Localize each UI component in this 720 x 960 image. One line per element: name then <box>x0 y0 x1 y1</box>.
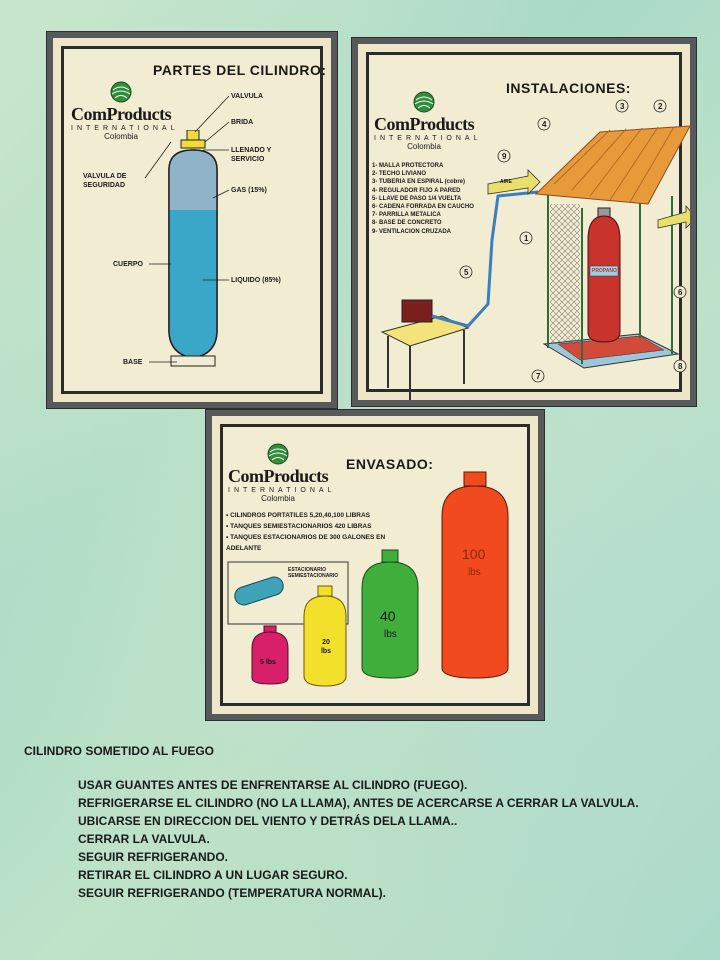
tank-caption: SEMIESTACIONARIO <box>288 573 339 579</box>
instructions-heading: CILINDRO SOMETIDO AL FUEGO <box>24 744 215 758</box>
legend-item: 8- BASE DE CONCRETO <box>372 220 442 227</box>
instruction-step: SEGUIR REFRIGERANDO (TEMPERATURA NORMAL). <box>78 886 386 900</box>
panel-title: PARTES DEL CILINDRO: <box>153 62 327 78</box>
bullet-item: • CILINDROS PORTATILES 5,20,40,100 LIBRAS <box>226 512 370 519</box>
fire-instructions <box>24 744 639 904</box>
instruction-step: UBICARSE EN DIRECCION DEL VIENTO Y DETRÁS DELA LLAMA.. <box>78 814 458 828</box>
legend-item: 4- REGULADOR FIJO A PARED <box>372 187 461 194</box>
callout-number: 7 <box>536 372 541 381</box>
logo-brand: ComProducts <box>228 466 329 486</box>
installation-illustration <box>358 44 696 406</box>
callout-number: 1 <box>524 234 529 243</box>
panel-partes-cilindro <box>47 32 337 408</box>
callout-number: 6 <box>678 288 683 297</box>
legend-item: 6- CADENA FORRADA EN CAUCHO <box>372 204 474 211</box>
logo-country: Colombia <box>407 142 441 151</box>
aire-arrow-label: AIRE <box>500 179 512 185</box>
legend-item: 1- MALLA PROTECTORA <box>372 163 444 169</box>
cylinder-40-unit: lbs <box>384 629 397 640</box>
legend-item: 9- VENTILACION CRUZADA <box>372 228 451 235</box>
cylinder-5-label: 5 lbs <box>260 659 276 666</box>
logo-intl: INTERNATIONAL <box>71 125 179 132</box>
label-valvula: VALVULA <box>231 93 264 100</box>
cylinder-100-unit: lbs <box>468 567 481 578</box>
panel-title: ENVASADO: <box>346 456 434 472</box>
label-base: BASE <box>123 359 143 366</box>
logo-country: Colombia <box>104 132 138 141</box>
label-liquido: LIQUIDO (85%) <box>231 277 281 284</box>
logo-intl: INTERNATIONAL <box>228 487 336 494</box>
instruction-step: SEGUIR REFRIGERANDO. <box>78 850 229 864</box>
panel-envasado <box>206 410 544 720</box>
label-brida: BRIDA <box>231 119 254 126</box>
leader-lines <box>53 38 337 408</box>
legend-item: 2- TECHO LIVIANO <box>372 171 427 178</box>
bullet-item: • TANQUES ESTACIONARIOS DE 300 GALONES EN ADELANTE <box>226 534 386 552</box>
logo-brand: ComProducts <box>374 114 475 134</box>
legend-item: 3- TUBERIA EN ESPIRAL (cobre) <box>372 179 466 186</box>
callout-number: 3 <box>620 102 625 111</box>
propano-label: PROPANO <box>592 268 617 274</box>
label-llenado: LLENADO Y SERVICIO <box>231 147 272 163</box>
callout-number: 2 <box>658 102 663 111</box>
legend-item: 7- PARRILLA METALICA <box>372 212 441 219</box>
instruction-step: REFRIGERARSE EL CILINDRO (NO LA LLAMA), ANTES DE ACERCARSE A CERRAR LA VALVULA. <box>78 796 639 810</box>
panel-instalaciones <box>352 38 696 406</box>
instruction-step: RETIRAR EL CILINDRO A UN LUGAR SEGURO. <box>78 868 348 882</box>
bullet-item: • TANQUES SEMIESTACIONARIOS 420 LIBRAS <box>226 523 372 530</box>
logo-country: Colombia <box>261 494 295 503</box>
logo-brand: ComProducts <box>71 104 172 124</box>
cylinder-20-label: 20 lbs <box>320 639 332 655</box>
instruction-step: USAR GUANTES ANTES DE ENFRENTARSE AL CILINDRO (FUEGO). <box>78 778 468 792</box>
callout-number: 9 <box>502 152 507 161</box>
cylinders-illustration <box>212 416 544 720</box>
tank-caption: ESTACIONARIO <box>288 567 326 573</box>
callout-number: 8 <box>678 362 683 371</box>
callout-number: 5 <box>464 268 469 277</box>
label-cuerpo: CUERPO <box>113 261 143 268</box>
callout-number: 4 <box>542 120 547 129</box>
cylinder-100-number: 100 <box>462 546 486 562</box>
legend-item: 5- LLAVE DE PASO 1/4 VUELTA <box>372 195 462 202</box>
instruction-step: CERRAR LA VALVULA. <box>78 832 210 846</box>
label-gas: GAS (15%) <box>231 187 267 194</box>
panel-title: INSTALACIONES: <box>506 80 631 96</box>
cylinder-40-number: 40 <box>380 608 396 624</box>
label-seguridad: VALVULA DE SEGURIDAD <box>83 173 127 189</box>
logo-intl: INTERNATIONAL <box>374 135 482 142</box>
